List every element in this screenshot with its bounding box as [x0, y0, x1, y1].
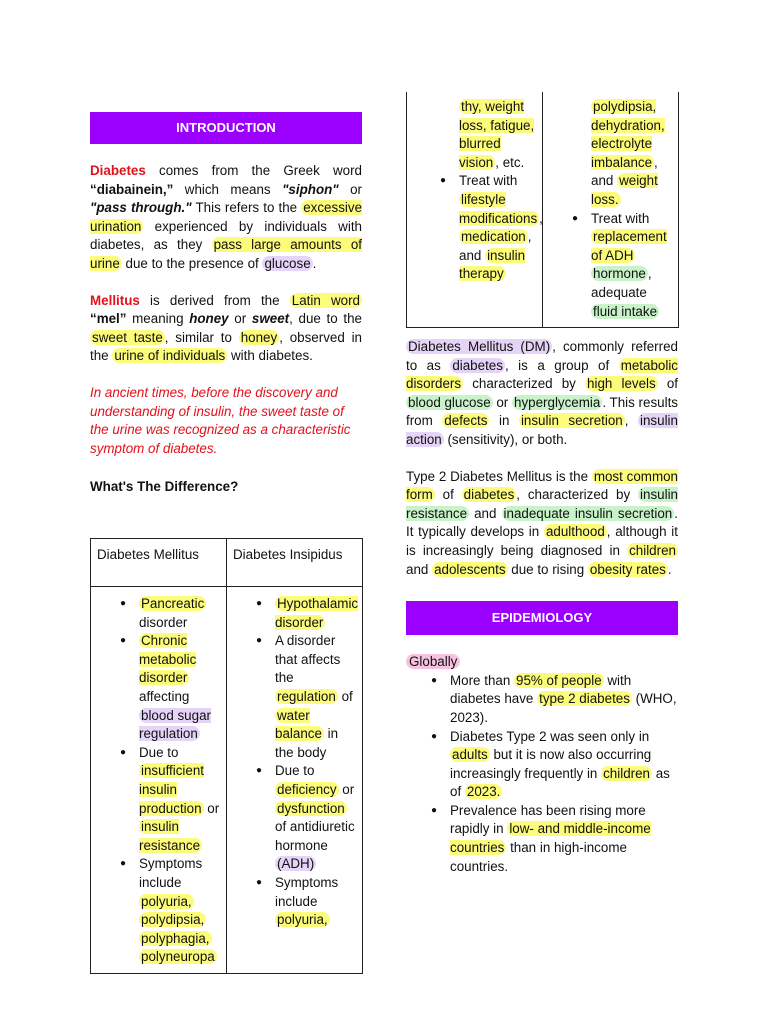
list-item: ● Hypothalamic disorder: [253, 595, 360, 632]
table-cell-insipidus: [227, 587, 363, 974]
list-item: ● Symptoms include polyuria, polydipsia, polyphagia, polyneuropa: [117, 855, 224, 967]
list-item: ● Treat with lifestyle modifications , medication , and insulin therapy: [437, 172, 540, 284]
list-item: ● Pancreatic disorder: [117, 595, 224, 632]
list-item: ● Diabetes Type 2 was seen only in adults but it is now also occurring increasingly frequently in children as of 2023.: [428, 728, 678, 802]
list-item: ● A disorder that affects the regulation of water balance in the body: [253, 632, 360, 762]
introduction-header: INTRODUCTION: [90, 112, 362, 144]
table-cell-mellitus-cont: thy, weight loss, fatigue, blurred vision , etc. ● Treat with lifestyle modifications , medication , and insulin therapy: [407, 92, 543, 328]
comparison-table: [90, 538, 363, 974]
list-item: ● Chronic metabolic disorder affecting blood sugar regulation: [117, 632, 224, 744]
globally-label: Globally: [406, 653, 678, 672]
list-item: ● Due to deficiency or dysfunction of antidiuretic hormone (ADH): [253, 762, 360, 874]
table-header-mellitus: Diabetes Mellitus: [91, 539, 227, 587]
list-item: ● Due to insufficient insulin production or insulin resistance: [117, 744, 224, 856]
paragraph-type2: Type 2 Diabetes Mellitus is the most common form of diabetes , characterized by insulin resistance and inadequate insulin secretion . It typically develops in adulthood , although it is increasingly being diagnosed in children and adolescents due to rising obesity rates .: [406, 468, 678, 577]
list-item: ● Prevalence has been rising more rapidly in low- and middle-income countries than in high-income countries.: [428, 802, 678, 876]
list-item: ● More than 95% of people with diabetes have type 2 diabetes (WHO, 2023).: [428, 672, 678, 728]
table-cell-insipidus-cont: polydipsia, dehydration, electrolyte imbalance , and weight loss. ● Treat with replacement of ADH hormone , adequate fluid intake: [543, 92, 679, 328]
paragraph-mellitus-origin: Mellitus is derived from the Latin word “mel” meaning honey or sweet, due to the sweet taste , similar to honey , observed in the urine of individuals with diabetes.: [90, 292, 362, 364]
left-column: [90, 112, 362, 497]
paragraph-diabetes-origin: Diabetes comes from the Greek word “diabainein,” which means "siphon" or "pass through." This refers to the excessive urination experienced by individuals with diabetes, as they pass large amounts of urine due to the presence of glucose .: [90, 163, 363, 271]
table-cell-mellitus: [91, 587, 227, 974]
paragraph-dm-definition: Diabetes Mellitus (DM) , commonly referred to as diabetes , is a group of metabolic disorders characterized by high levels of blood glucose or hyperglycemia . This results from defects in insulin secretion , insulin action (sensitivity), or both.: [406, 339, 679, 447]
epidemiology-header: EPIDEMIOLOGY: [406, 601, 678, 635]
right-column: [406, 338, 678, 876]
list-item: ● Treat with replacement of ADH hormone , adequate fluid intake: [569, 210, 676, 322]
paragraph-ancient-times: In ancient times, before the discovery and understanding of insulin, the sweet taste of the urine was recognized as a characteristic symptom of diabetes.: [90, 384, 351, 456]
comparison-table-continued: [406, 92, 679, 328]
epidemiology-list: [406, 672, 678, 877]
list-item: ● Symptoms include polyuria,: [253, 874, 360, 930]
table-header-insipidus: Diabetes Insipidus: [227, 539, 363, 587]
difference-heading: What's The Difference?: [90, 479, 239, 495]
